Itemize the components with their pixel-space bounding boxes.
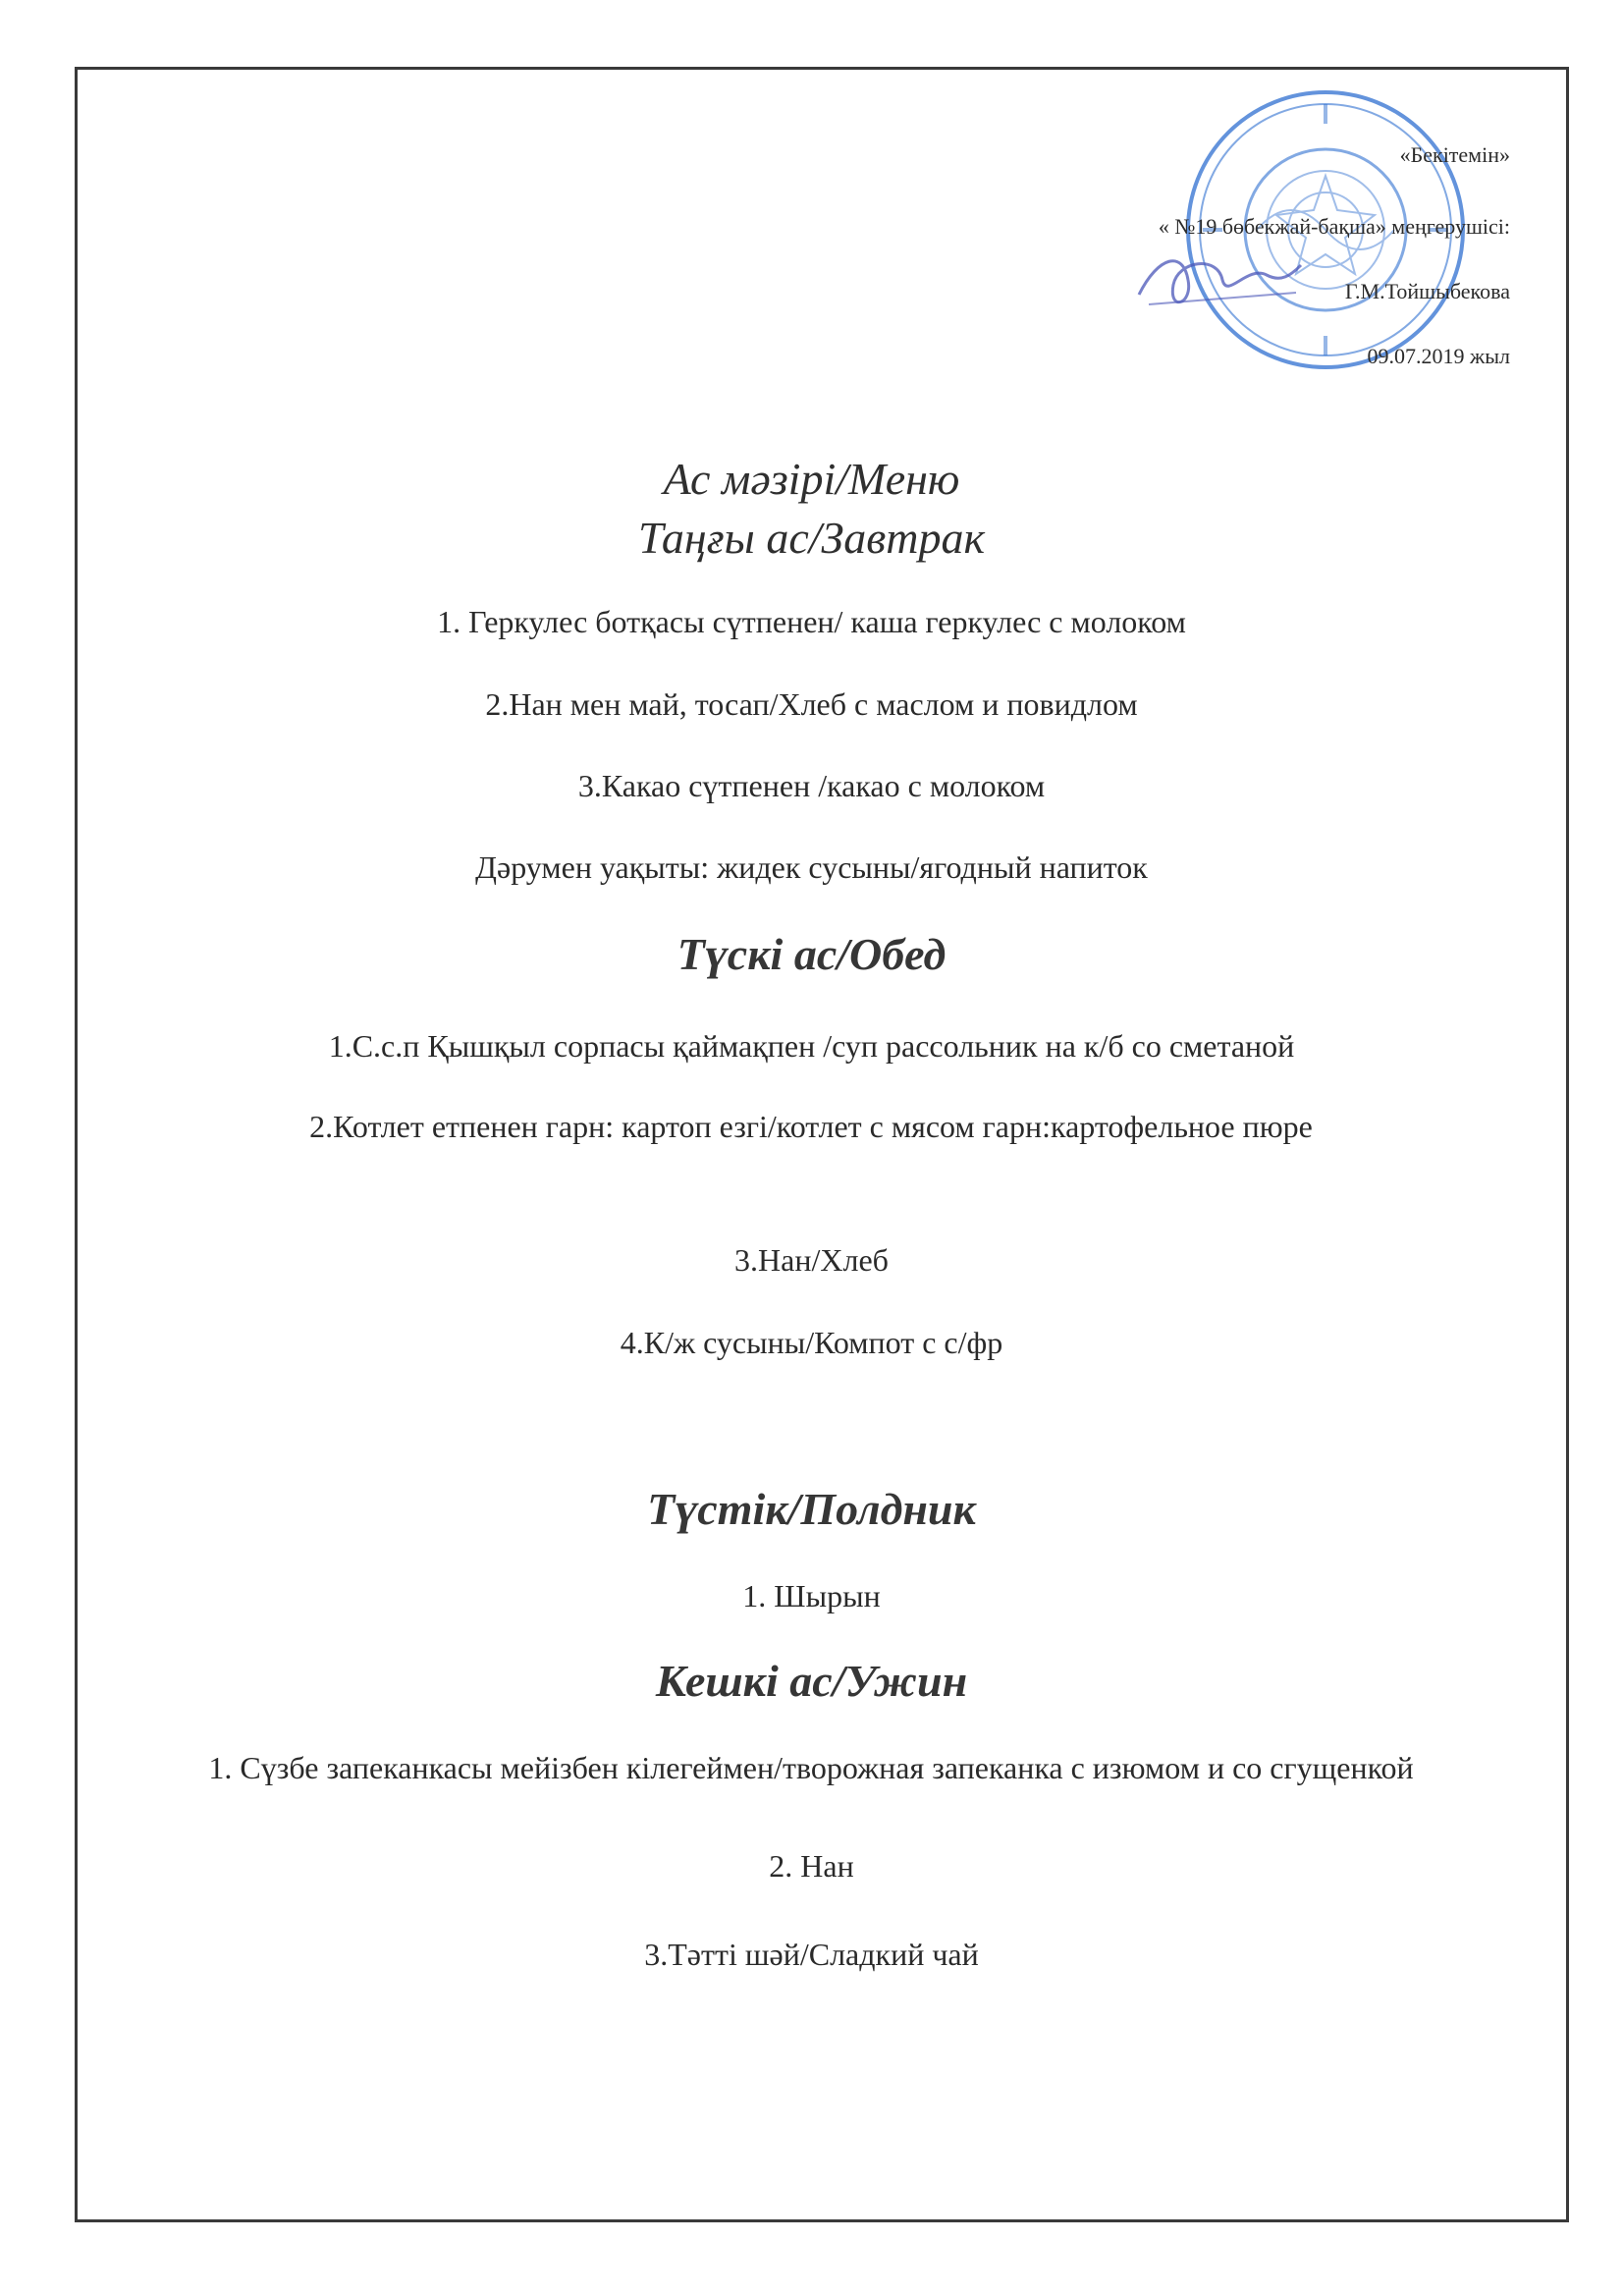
- approval-line-2: « №19 бөбекжай-бақша» меңгерушісі:: [1158, 214, 1510, 239]
- breakfast-item-1: 1. Геркулес ботқасы сүтпенен/ каша геркулес с молоком: [437, 604, 1186, 639]
- dinner-heading: Кешкі ас/Ужин: [655, 1656, 968, 1706]
- approval-line-3: Г.М.Тойшыбекова: [1344, 279, 1510, 303]
- page-title: Ас мәзірі/Меню: [663, 454, 960, 504]
- snack-item-1: 1. Шырын: [742, 1578, 881, 1613]
- lunch-item-3: 3.Нан/Хлеб: [734, 1242, 889, 1278]
- lunch-item-1: 1.С.с.п Қышқыл сорпасы қаймақпен /суп рассольник на к/б со сметаной: [328, 1028, 1295, 1064]
- breakfast-item-3: 3.Какао сүтпенен /какао с молоком: [577, 768, 1046, 803]
- dinner-item-2: 2. Нан: [769, 1848, 854, 1884]
- breakfast-item-4: Дәрумен уақыты: жидек сусыны/ягодный напиток: [475, 849, 1148, 885]
- lunch-item-2: 2.Котлет етпенен гарн: картоп езгі/котлет с мясом гарн:картофельное пюре: [309, 1109, 1313, 1144]
- snack-heading: Түстік/Полдник: [647, 1484, 976, 1534]
- approval-line-4: 09.07.2019 жыл: [1367, 344, 1510, 368]
- breakfast-item-2: 2.Нан мен май, тосап/Хлеб с маслом и повидлом: [485, 686, 1138, 722]
- lunch-item-4: 4.К/ж сусыны/Компот с с/фр: [620, 1325, 1003, 1360]
- dinner-item-3: 3.Тәтті шәй/Сладкий чай: [644, 1937, 979, 1972]
- approval-line-1: «Бекітемін»: [1399, 142, 1510, 167]
- dinner-item-1: 1. Сүзбе запеканкасы мейізбен кілегеймен/творожная запеканка с изюмом и со сгущенкой: [208, 1750, 1414, 1785]
- approval-block: [1158, 142, 1510, 407]
- breakfast-heading: Таңғы ас/Завтрак: [637, 513, 986, 563]
- lunch-heading: Түскі ас/Обед: [676, 929, 947, 979]
